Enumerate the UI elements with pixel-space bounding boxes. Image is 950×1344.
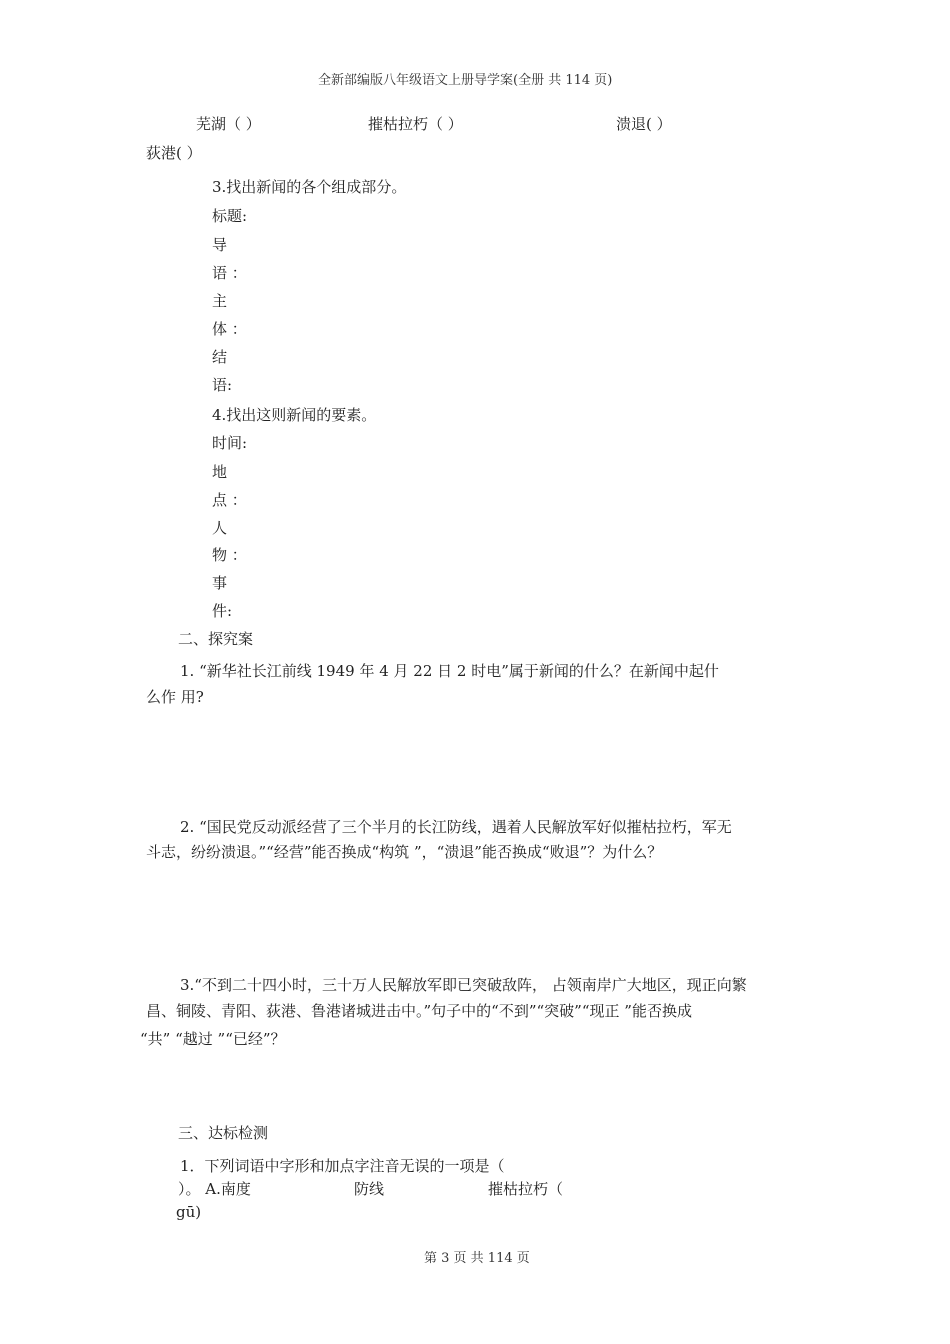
s3-q1-word-fangxian: 防线	[354, 1180, 385, 1198]
s2-q1-line2: 么作 用?	[146, 688, 204, 706]
label-zhuti-1: 主	[212, 292, 228, 310]
s3-q1-option-a: ）。 A.南度	[178, 1180, 251, 1198]
page-header: 全新部编版八年级语文上册导学案(全册 共 114 页)	[318, 73, 613, 88]
q3-title: 3.找出新闻的各个组成部分。	[212, 178, 407, 196]
page-footer: 第 3 页 共 114 页	[424, 1251, 530, 1266]
section2-heading: 二、探究案	[178, 630, 254, 648]
section3-heading: 三、达标检测	[178, 1124, 269, 1142]
s3-q1-word-cuiku: 摧枯拉朽（	[488, 1180, 564, 1198]
vocab-huogang: 荻港( ）	[146, 144, 202, 162]
s2-q3-line1: 3.“不到二十四小时，三十万人民解放军即已突破敌阵， 占领南岸广大地区，现正向繁	[180, 976, 747, 994]
s3-q1-pinyin: gū)	[176, 1203, 202, 1221]
q4-title: 4.找出这则新闻的要素。	[212, 406, 377, 424]
label-biaoti: 标题:	[212, 207, 248, 225]
s2-q2-line2: 斗志，纷纷溃退。”“经营”能否换成“构筑 ”，“溃退”能否换成“败退”？为什么？	[146, 843, 663, 861]
s2-q3-line2: 昌、铜陵、青阳、荻港、鲁港诸城进击中。”句子中的“不到”“突破”“现正 ”能否换成	[146, 1002, 692, 1020]
label-event-1: 事	[212, 574, 228, 592]
label-renwu-1: 人	[212, 519, 228, 537]
label-didian-1: 地	[212, 463, 228, 481]
s2-q3-line3: “共” “越过 ”“已经”？	[140, 1030, 286, 1048]
label-shijian: 时间:	[212, 434, 248, 452]
label-zhuti-2: 体 ：	[212, 320, 247, 338]
label-daoyu-2: 语 ：	[212, 264, 247, 282]
label-event-2: 件:	[212, 602, 233, 620]
s2-q2-line1: 2. “国民党反动派经营了三个半月的长江防线，遇着人民解放军好似摧枯拉朽，军无	[180, 818, 732, 836]
label-jieyu-1: 结	[212, 348, 228, 366]
label-jieyu-2: 语:	[212, 376, 233, 394]
vocab-cuiku: 摧枯拉朽（ ）	[368, 115, 463, 133]
label-daoyu-1: 导	[212, 236, 228, 254]
vocab-kuitui: 溃退( ）	[616, 115, 672, 133]
vocab-wuhu: 芜湖（ ）	[196, 115, 261, 133]
s3-q1-line1: 1．下列词语中字形和加点字注音无误的一项是（	[180, 1157, 505, 1175]
s2-q1-line1: 1. “新华社长江前线 1949 年 4 月 22 日 2 时电”属于新闻的什么？在新闻中起什	[180, 662, 719, 680]
label-didian-2: 点 ：	[212, 491, 247, 509]
label-renwu-2: 物 ：	[212, 546, 247, 564]
